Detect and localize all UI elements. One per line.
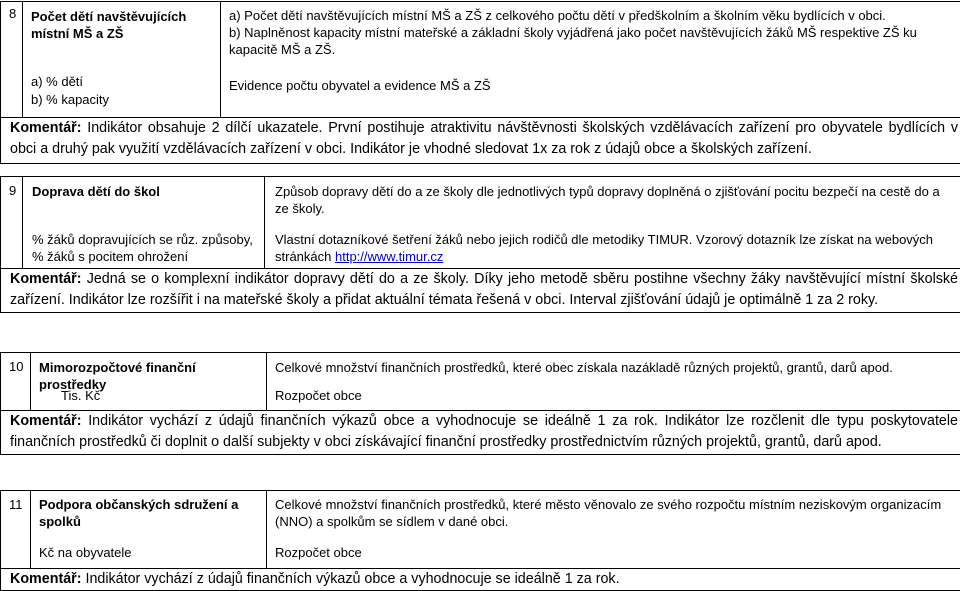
indicator-desc-cell	[267, 353, 960, 411]
indicator-desc-cell	[267, 491, 960, 569]
indicator-description: Způsob dopravy dětí do a ze školy dle jednotlivých typů dopravy doplněná o zjišťování pocitu bezpečí na cestě do a ze školy.	[275, 183, 950, 217]
indicator-source: Rozpočet obce	[275, 387, 362, 404]
indicator-units: Kč na obyvatele	[39, 544, 132, 562]
indicator-11	[0, 490, 960, 591]
indicator-description: a) Počet dětí navštěvujících místní MŠ a ZŠ z celkového počtu dětí v předškolním a školním věku bydlících v obci. b) Naplněnost kapacity místní mateřské a základní školy vyjádřená jako počet navštěvujících žáků MŠ respektive ZŠ ku kapacitě MŠ a ZŠ.	[229, 7, 954, 58]
indicator-desc-cell	[221, 2, 960, 118]
indicator-source: Vlastní dotazníkové šetření žáků nebo jejich rodičů dle metodiky TIMUR. Vzorový dotazník lze získat na webových stránkách http://www.timur.cz	[275, 231, 950, 265]
indicator-units: a) % dětí b) % kapacity	[31, 73, 109, 109]
indicator-name: Podpora občanských sdružení a spolků	[39, 496, 256, 530]
indicator-description: Celkové množství finančních prostředků, které obec získala nazákladě různých projektů, grantů, darů apod.	[275, 359, 954, 376]
timur-link[interactable]: http://www.timur.cz	[335, 249, 443, 264]
indicator-9	[0, 176, 960, 313]
indicator-name: Doprava dětí do škol	[32, 183, 264, 200]
indicator-name-cell	[23, 177, 265, 269]
indicator-comment: Komentář: Indikátor obsahuje 2 dílčí ukazatele. První postihuje atraktivitu návštěvnosti školských vzdělávacích zařízení pro obyvatele bydlících v obci a druhý pak využití vzdělávacích zařízení v obci. Indikátor je vhodné sledovat 1x za rok z údajů obce a školských zařízení.	[1, 118, 960, 164]
indicator-name-cell	[31, 353, 267, 411]
indicator-comment: Komentář: Indikátor vychází z údajů finančních výkazů obce a vyhodnocuje se ideálně 1 za rok. Indikátor lze rozčlenit dle typu poskytovatele finančních prostředků či doplnit o další subjekty v obci získávající finanční prostředky prostřednictvím různých projektů, grantů, darů apod.	[1, 411, 960, 455]
indicator-10	[0, 352, 960, 455]
indicator-source: Rozpočet obce	[275, 544, 362, 561]
indicator-number: 11	[1, 491, 31, 569]
indicator-number: 8	[1, 2, 23, 118]
indicator-name: Počet dětí navštěvujících místní MŠ a ZŠ	[31, 8, 220, 42]
indicator-desc-cell	[265, 177, 960, 269]
indicator-name: Mimorozpočtové finanční prostředky	[39, 359, 266, 393]
indicator-units: % žáků dopravujících se růz. způsoby, % žáků s pocitem ohrožení	[32, 231, 253, 265]
indicator-description: Celkové množství finančních prostředků, které město věnovalo ze svého rozpočtu místním neziskovým organizacím (NNO) a spolkům se sídlem v dané obci.	[275, 496, 950, 530]
indicator-comment: Komentář: Indikátor vychází z údajů finančních výkazů obce a vyhodnocuje se ideálně 1 za rok.	[1, 569, 960, 591]
indicator-units: Tis. Kč	[61, 387, 100, 405]
indicator-number: 9	[1, 177, 23, 269]
indicator-8	[0, 1, 960, 164]
indicator-name-cell	[23, 2, 221, 118]
indicator-number: 10	[1, 353, 31, 411]
indicator-source: Evidence počtu obyvatel a evidence MŠ a ZŠ	[229, 77, 491, 94]
indicator-comment: Komentář: Jedná se o komplexní indikátor dopravy dětí do a ze školy. Díky jeho metodě sběru postihne všechny žáky navštěvující místní školské zařízení. Indikátor lze rozšířit i na mateřské školy a přidat aktuální témata řešená v obci. Interval zjišťování údajů je optimálně 1 za 2 roky.	[1, 269, 960, 313]
indicator-name-cell	[31, 491, 267, 569]
